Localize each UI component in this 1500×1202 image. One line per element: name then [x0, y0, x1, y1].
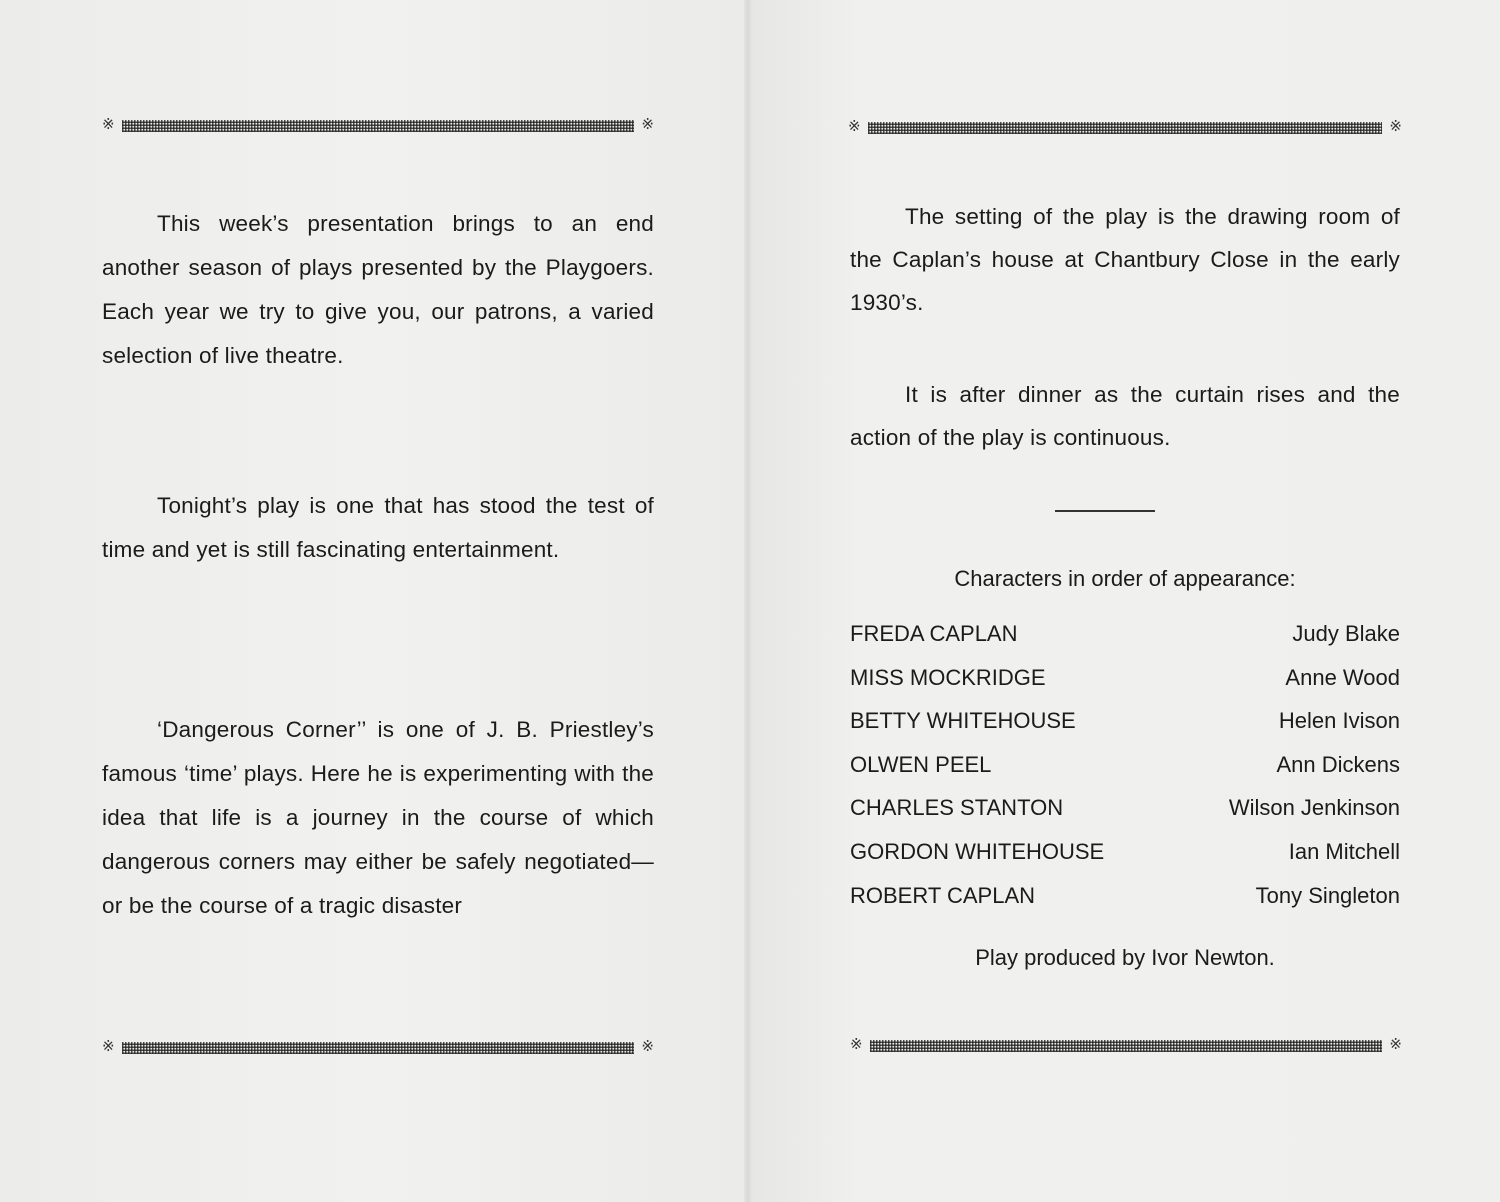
page-fold	[744, 0, 752, 1202]
bottom-border-left	[102, 1037, 654, 1058]
actor-name: Judy Blake	[1292, 621, 1400, 646]
ornament-icon: ※	[102, 115, 115, 133]
paragraph-text: It is after dinner as the curtain rises and the action of the play is continuous.	[850, 382, 1400, 450]
paragraph-text: This week’s presentation brings to an end another season of plays presented by the Playgoers. Each year we try to give you, our patrons, a varied selection of live theatre.	[102, 211, 654, 368]
character-name: MISS MOCKRIDGE	[850, 664, 1046, 690]
character-name: CHARLES STANTON	[850, 795, 1064, 821]
character-name: ROBERT CAPLAN	[850, 882, 1036, 908]
cast-row	[850, 750, 1400, 780]
character-name: OLWEN PEEL	[850, 751, 992, 777]
action-paragraph	[850, 373, 1400, 459]
actor-name: Ann Dickens	[1276, 751, 1400, 777]
cast-row	[850, 663, 1400, 693]
right-page	[748, 0, 1500, 1202]
setting-paragraph	[850, 195, 1400, 324]
paragraph-text: The setting of the play is the drawing room of the Caplan’s house at Chantbury Close in the early 1930’s.	[850, 204, 1400, 315]
section-divider	[1055, 510, 1155, 512]
dotted-rule	[122, 1042, 634, 1054]
top-border-left	[102, 115, 654, 136]
actor-name: Wilson Jenkinson	[1228, 795, 1400, 821]
dotted-rule	[122, 120, 634, 132]
actor-name: Helen Ivison	[1278, 708, 1400, 734]
ornament-icon: ※	[848, 117, 861, 135]
dotted-rule	[870, 1040, 1382, 1052]
ornament-icon: ※	[641, 1037, 654, 1055]
left-paragraph-2	[102, 484, 654, 572]
cast-row	[850, 706, 1400, 736]
dotted-rule	[868, 122, 1382, 134]
left-paragraph-3	[102, 708, 654, 928]
cast-row	[850, 837, 1400, 867]
actor-name: Tony Singleton	[1255, 882, 1400, 908]
character-name: BETTY WHITEHOUSE	[850, 708, 1076, 734]
ornament-icon: ※	[850, 1035, 863, 1053]
character-name: FREDA CAPLAN	[850, 621, 1018, 646]
producer-credit: Play produced by Ivor Newton.	[975, 945, 1275, 970]
paragraph-text: Tonight’s play is one that has stood the test of time and yet is still fascinating entertainment.	[102, 493, 654, 562]
top-border-right	[848, 117, 1402, 138]
paragraph-text: ‘Dangerous Corner’’ is one of J. B. Priestley’s famous ‘time’ plays. Here he is experimenting with the idea that life is a journey in the course of which dangerous corners may either be safely negotiated—or be the course of a tragic disaster	[102, 717, 654, 918]
cast-heading: Characters in order of appearance:	[954, 566, 1296, 591]
bottom-border-right	[850, 1035, 1402, 1056]
character-name: GORDON WHITEHOUSE	[850, 839, 1105, 864]
ornament-icon: ※	[641, 115, 654, 133]
actor-name: Ian Mitchell	[1288, 839, 1400, 864]
ornament-icon: ※	[1389, 1035, 1402, 1053]
ornament-icon: ※	[1389, 117, 1402, 135]
cast-row	[850, 619, 1400, 649]
actor-name: Anne Wood	[1285, 664, 1400, 690]
left-paragraph-1	[102, 202, 654, 378]
cast-row	[850, 881, 1400, 911]
ornament-icon: ※	[102, 1037, 115, 1055]
cast-row	[850, 793, 1400, 823]
left-page	[0, 0, 748, 1202]
